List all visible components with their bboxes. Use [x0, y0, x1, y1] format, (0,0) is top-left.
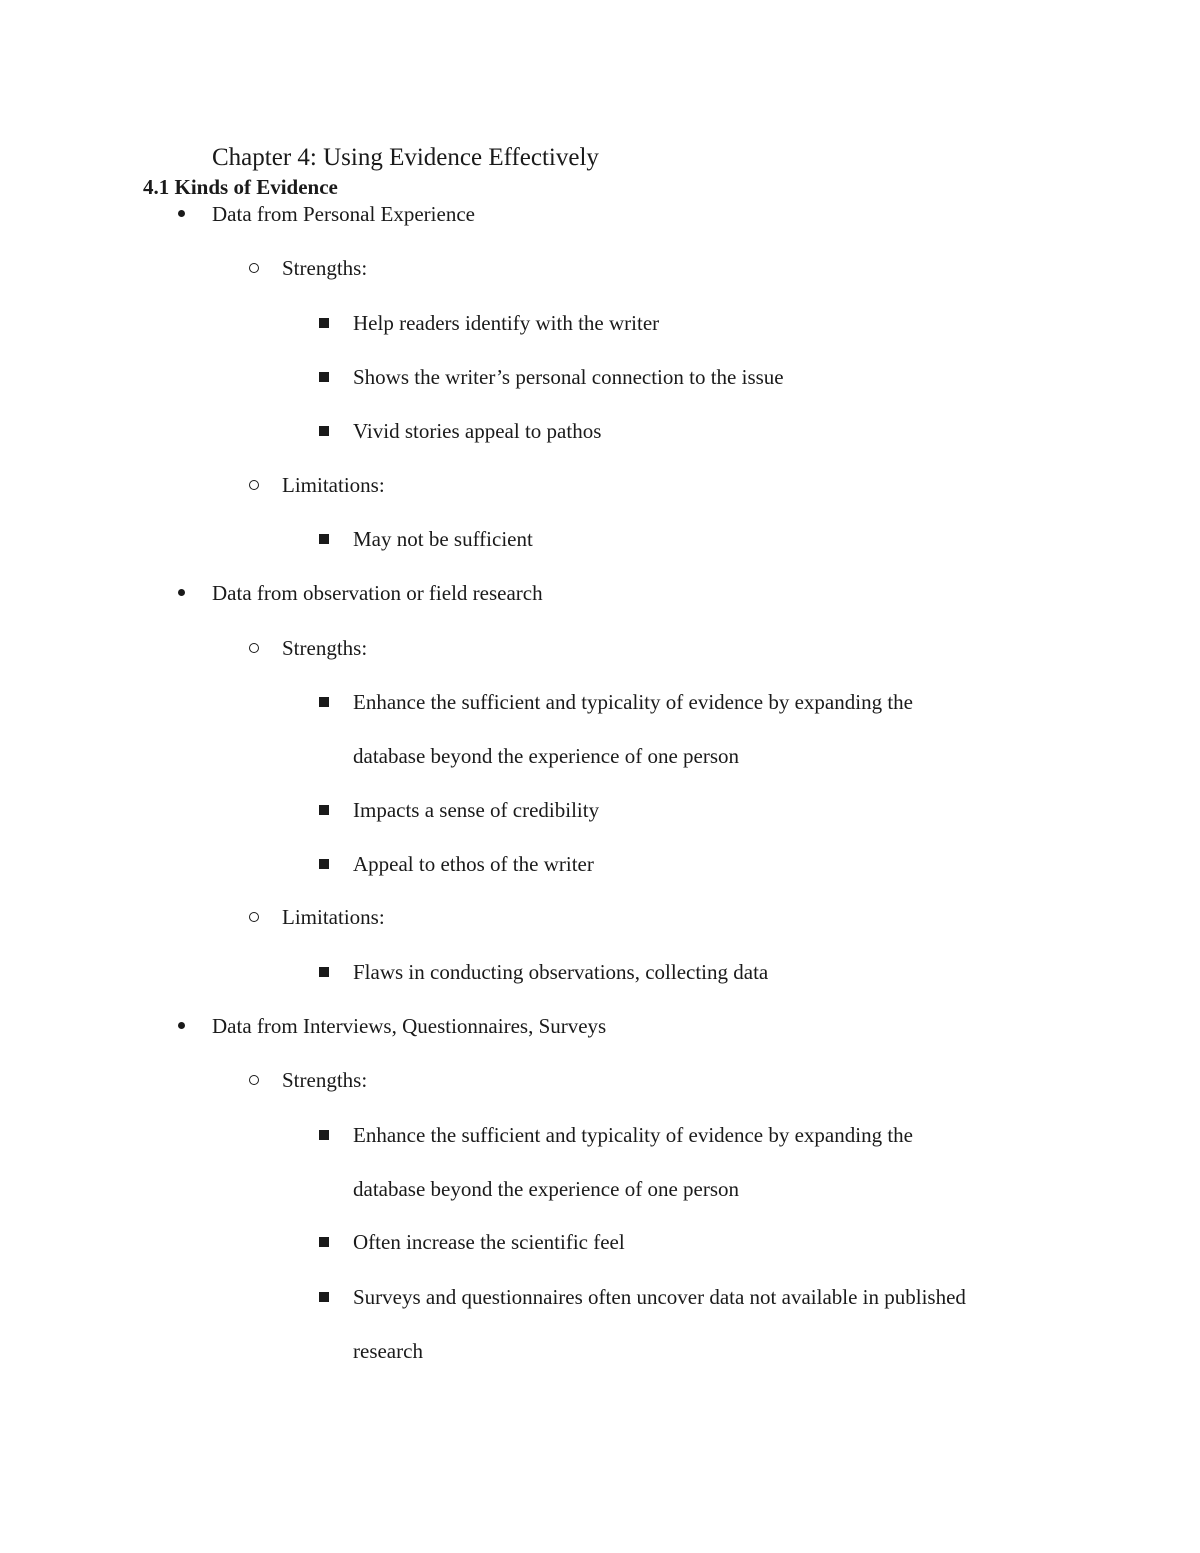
level3-item-continuation: database beyond the experience of one person	[353, 1177, 739, 1201]
square-bullet-icon	[319, 1292, 329, 1302]
level3-item: Appeal to ethos of the writer	[353, 852, 594, 876]
level2-item: Limitations:	[282, 905, 385, 929]
square-bullet-icon	[319, 372, 329, 382]
square-bullet-icon	[319, 1130, 329, 1140]
level2-item: Limitations:	[282, 473, 385, 497]
square-bullet-icon	[319, 859, 329, 869]
level3-item: Enhance the sufficient and typicality of evidence by expanding the	[353, 1123, 913, 1147]
square-bullet-icon	[319, 967, 329, 977]
level2-item: Strengths:	[282, 256, 368, 280]
hollow-circle-bullet-icon	[249, 480, 259, 490]
level1-item: Data from observation or field research	[212, 581, 543, 605]
level1-item: Data from Interviews, Questionnaires, Surveys	[212, 1014, 607, 1038]
section-heading: 4.1 Kinds of Evidence	[143, 175, 338, 199]
filled-circle-bullet-icon	[178, 589, 185, 596]
chapter-title: Chapter 4: Using Evidence Effectively	[212, 144, 599, 171]
level3-item-continuation: research	[353, 1339, 423, 1363]
hollow-circle-bullet-icon	[249, 643, 259, 653]
level2-item: Strengths:	[282, 1068, 368, 1092]
level3-item: Shows the writer’s personal connection to the issue	[353, 365, 784, 389]
level3-item: Enhance the sufficient and typicality of evidence by expanding the	[353, 690, 913, 714]
level3-item: Flaws in conducting observations, collecting data	[353, 960, 769, 984]
filled-circle-bullet-icon	[178, 210, 185, 217]
square-bullet-icon	[319, 318, 329, 328]
level1-item: Data from Personal Experience	[212, 202, 475, 226]
level3-item: Surveys and questionnaires often uncover data not available in published	[353, 1285, 966, 1309]
square-bullet-icon	[319, 534, 329, 544]
level2-item: Strengths:	[282, 636, 368, 660]
level3-item: May not be sufficient	[353, 527, 533, 551]
square-bullet-icon	[319, 697, 329, 707]
square-bullet-icon	[319, 1237, 329, 1247]
hollow-circle-bullet-icon	[249, 1075, 259, 1085]
level3-item-continuation: database beyond the experience of one person	[353, 744, 739, 768]
level3-item: Often increase the scientific feel	[353, 1230, 625, 1254]
filled-circle-bullet-icon	[178, 1022, 185, 1029]
level3-item: Help readers identify with the writer	[353, 311, 660, 335]
square-bullet-icon	[319, 426, 329, 436]
level3-item: Vivid stories appeal to pathos	[353, 419, 602, 443]
hollow-circle-bullet-icon	[249, 263, 259, 273]
square-bullet-icon	[319, 805, 329, 815]
level3-item: Impacts a sense of credibility	[353, 798, 600, 822]
hollow-circle-bullet-icon	[249, 912, 259, 922]
